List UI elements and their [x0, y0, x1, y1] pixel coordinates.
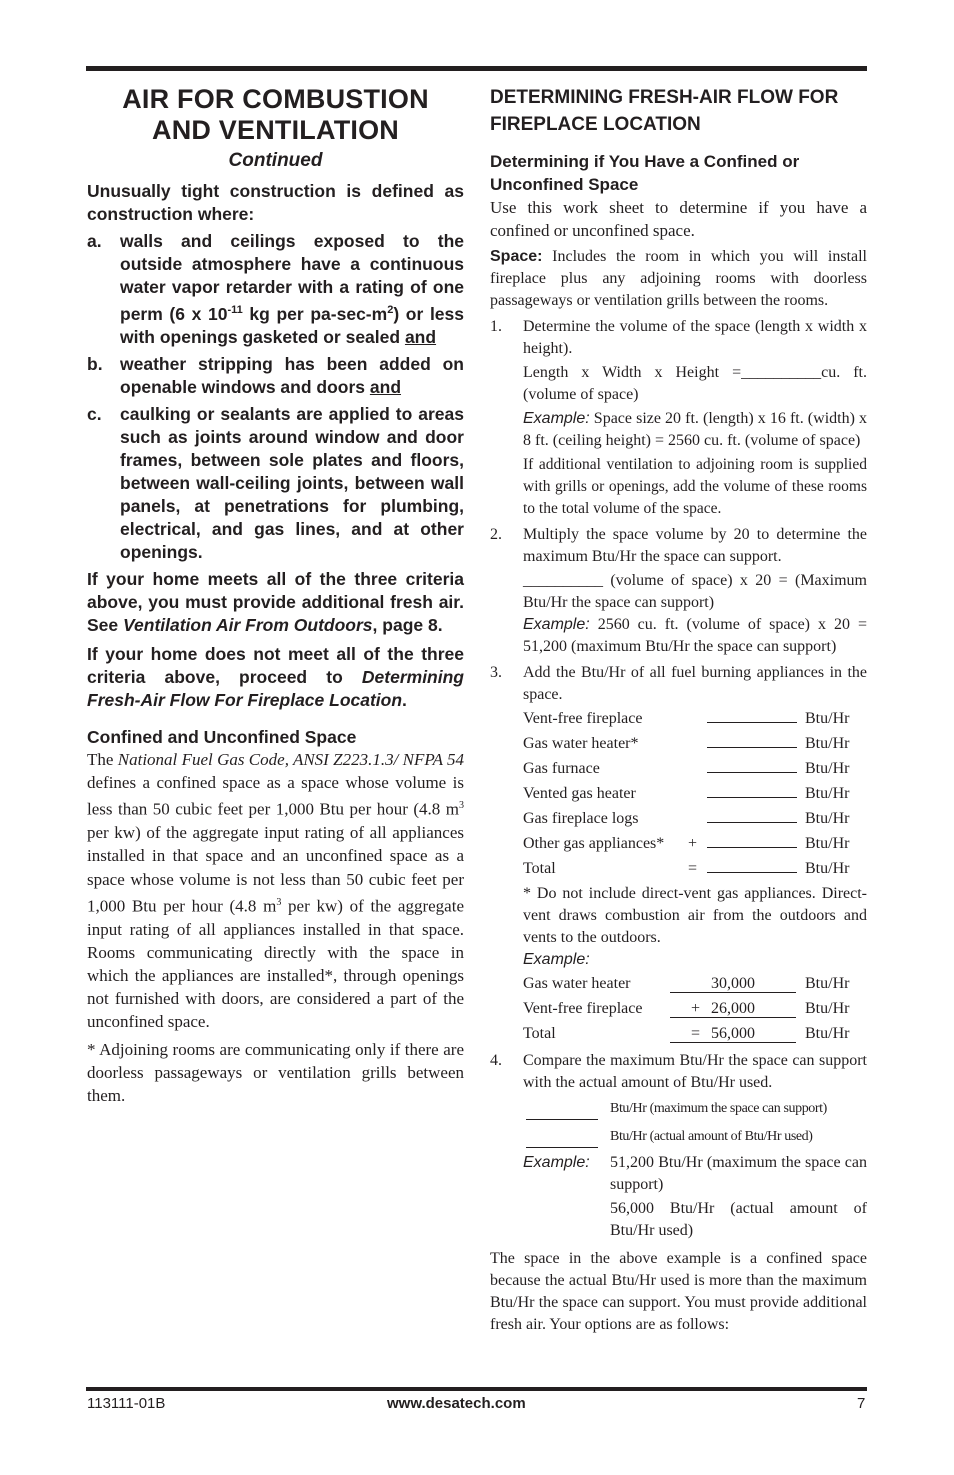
appliance-blank[interactable] — [707, 708, 797, 723]
max-btu-formula: __________ (volume of space) x 20 = (Maximum Btu/Hr the space can support) — [523, 572, 867, 612]
criteria-label: b. — [87, 353, 103, 374]
appliance-name: Vent-free fireplace — [523, 709, 643, 727]
step-number: 3. — [490, 664, 502, 682]
appliance-row — [523, 831, 867, 856]
website-link[interactable]: www.desatech.com — [387, 1395, 526, 1412]
bottom-rule — [86, 1387, 867, 1391]
step-text: Multiply the space volume by 20 to determine the maximum Btu/Hr the space can support. — [523, 526, 867, 566]
blank-line — [526, 1133, 598, 1148]
appliance-operator — [678, 731, 707, 756]
example-unit: Btu/Hr — [805, 999, 850, 1017]
example-amount: + 26,000 — [670, 1001, 796, 1018]
right-column — [490, 84, 867, 1340]
appliance-operator: + — [687, 834, 698, 852]
appliance-unit: Btu/Hr — [805, 759, 850, 777]
document-number: 113111-01B — [87, 1395, 166, 1412]
example-row — [523, 971, 867, 996]
meets-criteria-paragraph: If your home meets all of the three criteria above, you must provide additional fresh air. See Ventilation Air From Outdoors, page 8. — [87, 568, 464, 635]
step-2-example: Example: 2560 cu. ft. (volume of space) x 20 = 51,200 (maximum Btu/Hr the space can support) — [523, 616, 867, 656]
appliance-operator: = — [687, 859, 698, 877]
not-meets-criteria-paragraph: If your home does not meet all of the three criteria above, proceed to Determining Fresh-Air Flow For Fireplace Location. — [87, 643, 464, 710]
appliance-name: Gas furnace — [523, 759, 600, 777]
criteria-text: caulking or sealants are applied to areas such as joints around window and door frames, between sole plates and floors, between wall-ceiling joints, between wall panels, at penetrations for plumbing, electrical, and gas lines, and at other openings. — [120, 403, 464, 562]
criteria-item-b — [87, 353, 464, 399]
example-row — [523, 1021, 867, 1046]
example-max-btu: 51,200 Btu/Hr (maximum the space can support) — [610, 1154, 867, 1194]
appliance-blank[interactable] — [707, 783, 797, 798]
appliance-blank[interactable] — [707, 858, 797, 873]
confined-definition: The National Fuel Gas Code, ANSI Z223.1.3/ NFPA 54 defines a confined space as a space whose volume is less than 50 cubic feet per 1,000 Btu per hour (4.8 $m^3$ per kw) of the aggregate input rating of all appliances installed in that space and an unconfined space as a space whose volume is not less than 50 cubic feet per 1,000 Btu per hour (4.8 $m^3$ per kw) of the aggregate input rating of all appliances installed in that space. Rooms communicating directly with the space in which the appliances are installed*, through openings not furnished with doors, are considered a part of the unconfined space. — [87, 749, 464, 1032]
example-amount: 30,000 — [670, 976, 796, 993]
criteria-label: c. — [87, 403, 102, 424]
volume-formula: Length x Width x Height =__________cu. ft. (volume of space) — [523, 364, 867, 404]
step-3 — [490, 662, 867, 1046]
example-actual-btu: 56,000 Btu/Hr (actual amount of Btu/Hr used) — [610, 1200, 867, 1240]
continued-label: Continued — [228, 150, 323, 171]
step-1-example: Example: Space size 20 ft. (length) x 16 ft. (width) x 8 ft. (ceiling height) = 2560 cu. ft. (volume of space) — [523, 410, 867, 450]
example-appliance-name: Gas water heater — [523, 974, 631, 992]
conclusion-paragraph: The space in the above example is a confined space because the actual Btu/Hr used is more than the maximum Btu/Hr the space can support. You must provide additional fresh air. Your options are as follows: — [490, 1250, 867, 1334]
appliance-blank[interactable] — [707, 733, 797, 748]
appliance-row — [523, 706, 867, 731]
appliance-unit: Btu/Hr — [805, 784, 850, 802]
compare-line-1: Btu/Hr (maximum the space can support) — [523, 1098, 867, 1120]
appliance-name: Vented gas heater — [523, 784, 636, 802]
example-appliance-name: Total — [523, 1024, 556, 1042]
title-line-1: AIR FOR COMBUSTION — [122, 84, 429, 114]
step-3-example-label: Example: — [523, 951, 590, 969]
space-definition: Space: Includes the room in which you will install fireplace plus any adjoining rooms with doorless passageways or ventilation grills between the rooms. — [490, 248, 867, 310]
step-number: 2. — [490, 526, 502, 544]
tight-construction-intro: Unusually tight construction is defined as construction where: — [87, 181, 464, 224]
compare-line-2: Btu/Hr (actual amount of Btu/Hr used) — [523, 1126, 867, 1148]
appliance-operator — [678, 706, 707, 731]
appliance-example-table — [523, 971, 867, 1046]
appliance-name: Gas fireplace logs — [523, 809, 639, 827]
criteria-label: a. — [87, 231, 102, 251]
appliance-unit: Btu/Hr — [805, 709, 850, 727]
step-text: Add the Btu/Hr of all fuel burning appliances in the space. — [523, 664, 867, 704]
appliance-blank[interactable] — [707, 833, 797, 848]
step-number: 1. — [490, 318, 502, 336]
adjoining-volume-note: If additional ventilation to adjoining room is supplied with grills or openings, add the volume of these rooms to the total volume of the space. — [523, 456, 867, 518]
appliance-worksheet-table — [523, 706, 867, 881]
appliance-name: Total — [523, 859, 556, 877]
appliance-blank[interactable] — [707, 808, 797, 823]
step-2 — [490, 524, 867, 658]
appliance-row — [523, 781, 867, 806]
ventilation-reference-link[interactable]: Ventilation Air From Outdoors — [123, 614, 373, 635]
example-unit: Btu/Hr — [805, 1024, 850, 1042]
section-title — [87, 84, 464, 146]
title-line-2: AND VENTILATION — [152, 115, 399, 145]
worksheet-intro: Use this work sheet to determine if you have a confined or unconfined space. — [490, 198, 867, 241]
appliance-operator — [678, 756, 707, 781]
step-1 — [490, 316, 867, 520]
appliance-operator — [678, 781, 707, 806]
page-number: 7 — [857, 1395, 866, 1412]
fresh-air-reference-link[interactable]: Determining Fresh-Air Flow For Fireplace Location — [87, 666, 464, 710]
appliance-row — [523, 731, 867, 756]
left-column — [87, 84, 464, 1111]
appliance-unit: Btu/Hr — [805, 734, 850, 752]
confined-subheading: Determining if You Have a Confined or Unconfined Space — [490, 152, 800, 194]
appliance-row — [523, 856, 867, 881]
blank-line — [526, 1105, 598, 1120]
criteria-text: weather stripping has been added on openable windows and doors and — [120, 353, 464, 397]
step-text: Determine the volume of the space (length x width x height). — [523, 318, 867, 358]
top-rule — [86, 66, 867, 71]
appliance-name: Gas water heater* — [523, 734, 639, 752]
example-appliance-name: Vent-free fireplace — [523, 999, 643, 1017]
criteria-text: walls and ceilings exposed to the outside atmosphere have a continuous water vapor retarder with a rating of one perm (6 x $10^{-11}$ kg per $pa-\sec-m^2$) or less with openings gasketed or sealed and — [120, 231, 464, 347]
appliance-row — [523, 756, 867, 781]
appliance-operator — [678, 806, 707, 831]
step-text: Compare the maximum Btu/Hr the space can support with the actual amount of Btu/Hr used. — [523, 1052, 867, 1092]
step-4-example: Example: 51,200 Btu/Hr (maximum the space can support) 56,000 Btu/Hr (actual amount of Btu/Hr used) — [523, 1152, 867, 1242]
example-amount: = 56,000 — [670, 1026, 796, 1043]
example-row — [523, 996, 867, 1021]
appliance-row — [523, 806, 867, 831]
appliance-name: Other gas appliances* — [523, 834, 665, 852]
example-unit: Btu/Hr — [805, 974, 850, 992]
confined-heading: Confined and Unconfined Space — [87, 726, 357, 747]
appliance-unit: Btu/Hr — [805, 809, 850, 827]
fresh-air-heading: DETERMINING FRESH-AIR FLOW FOR FIREPLACE LOCATION — [490, 87, 839, 135]
appliance-unit: Btu/Hr — [805, 834, 850, 852]
step-4 — [490, 1050, 867, 1242]
appliance-blank[interactable] — [707, 758, 797, 773]
criteria-item-a — [87, 230, 464, 349]
step-number: 4. — [490, 1052, 502, 1070]
criteria-item-c — [87, 403, 464, 564]
appliance-unit: Btu/Hr — [805, 859, 850, 877]
direct-vent-note: * Do not include direct-vent gas appliances. Direct-vent draws combustion air from the outdoors and vents to the outdoors. — [523, 885, 867, 947]
adjoining-rooms-footnote: * Adjoining rooms are communicating only if there are doorless passageways or ventilation grills between them. — [87, 1039, 464, 1105]
